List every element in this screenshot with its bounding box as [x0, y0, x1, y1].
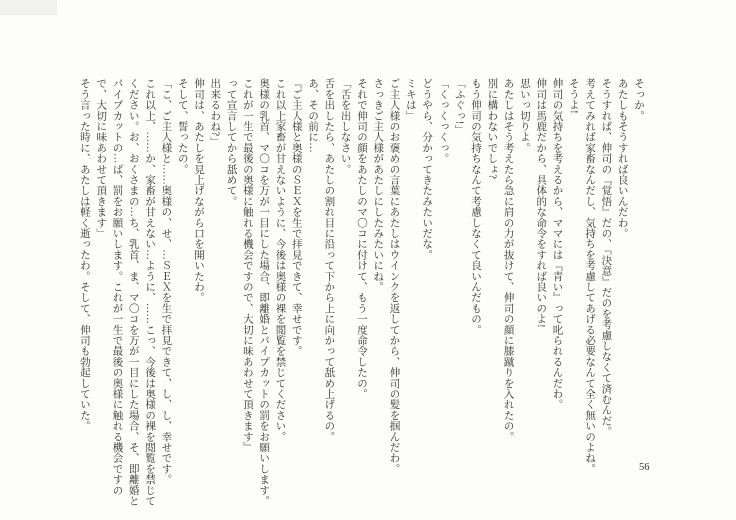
paragraph: 出来るわね?」: [209, 78, 221, 148]
paragraph: 伸司は、あたしを見上げながら口を開いたわ。: [192, 78, 204, 303]
paragraph: もう伸司の気持ちなんて考慮しなくて良いんだもの。: [470, 78, 482, 335]
paragraph: 思いっ切りよ。: [518, 78, 530, 153]
paragraph: 「くっくっくっ。: [437, 78, 449, 164]
paragraph: これ以上、……か、家畜が甘えない…ように、……こっ、今後は奥様の裸を閲覧を禁じてください。お、おくさまの…ち、乳首、ま、マ〇コを万が一目にした場合、そ、即離婚とパイプカットの…ば、罰をお願いします。これが一生で最後の奥様に触れる機会ですので、大切に味あわせて頂きます」: [95, 78, 156, 506]
paragraph: 「ふぐっ!」: [453, 78, 465, 136]
paragraph: そっか。: [633, 78, 644, 121]
paragraph: これが一生で最後の奥様に触れる機会ですので、大切に味あわせて頂きます』: [241, 78, 253, 453]
scan-edge-artifact: [0, 0, 57, 15]
paragraph: ご主人様のお褒めの言葉にあたしはウインクを返してから、伸司の髪を掴んだわ。: [388, 78, 400, 474]
paragraph: って宣言してから舐めて。: [225, 78, 237, 207]
paragraph: そうすれば、伸司の『覚悟』だの、『決意』だのを考慮しなくて済むんだ。: [600, 78, 612, 437]
paragraph: あたしもそうすれば良いんだわ。: [616, 78, 628, 239]
paragraph: あ、その前に…: [307, 78, 319, 153]
paragraph: 「舌を出しなさい。: [339, 78, 351, 175]
paragraph: 伸司の気持ちを考えるから、ママには『青い』って叱られるんだわ。: [551, 78, 563, 410]
paragraph: 「こ、ご主人様と……奥様の、せ、…ＳＥＸを生で拝見できて、し、し、幸せです。: [160, 78, 172, 485]
paragraph: そして、誓ったの。: [176, 78, 188, 175]
paragraph: これ以上家畜が甘えないように、今後は奥様の裸を閲覧を禁じてください。: [274, 78, 286, 442]
paragraph: ミキは」: [404, 78, 416, 121]
paragraph: 別に構わないでしょ?: [486, 78, 498, 180]
page-number: 56: [639, 462, 650, 473]
paragraph: それで伸司の顔をあたしのマ〇コに付けて、もう一度命令したの。: [355, 78, 367, 399]
paragraph: あたしはそう考えたら急に肩の力が抜けて、伸司の顔に膝蹴りを入れたの。: [502, 78, 514, 442]
paragraph: そうよ!: [567, 78, 579, 114]
paragraph: 舌を出したら、あたしの割れ目に沿って下から上に向かって舐め上げるの。: [323, 78, 335, 442]
paragraph: さっきご主人様があたしにしたみたいにね。: [372, 78, 384, 292]
page-text: [76, 78, 646, 508]
paragraph: 奥様の乳首、マ〇コを万が一目にした場合、即離婚とパイプカットの罰をお願いします。: [258, 78, 270, 506]
paragraph: 伸司は馬鹿だから、具体的な命令をすれば良いのよ!: [535, 78, 547, 328]
paragraph: 『ご主人様と奥様のＳＥＸを生で拝見できて、幸せです。: [290, 78, 302, 357]
paragraph: そう言った時に、あたしは軽く逝ったわ。そして、伸司も勃起していた。: [78, 78, 90, 432]
paragraph: どうやら、分かってきたみたいだな。: [421, 78, 433, 260]
paragraph: 考えてみれば家畜なんだし、気持ちを考慮してあげる必要なんて全く無いのよね。: [584, 78, 596, 474]
